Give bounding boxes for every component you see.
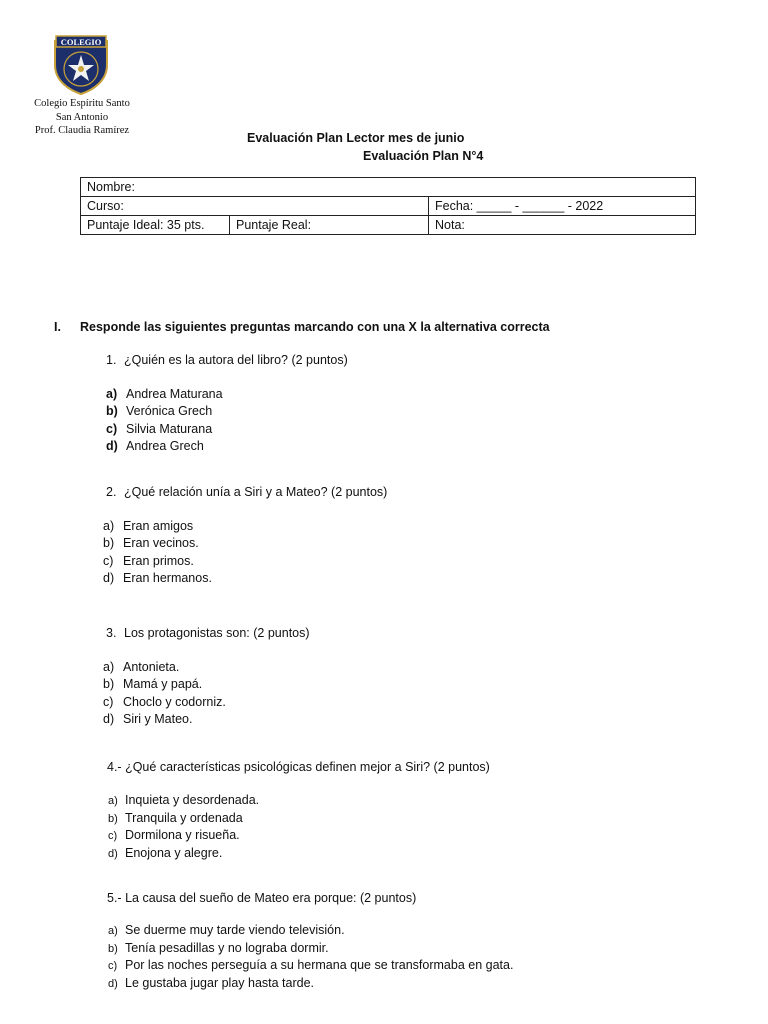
option-letter: d) xyxy=(108,977,118,990)
logo-text: COLEGIO xyxy=(60,37,102,47)
puntaje-real-field[interactable] xyxy=(230,216,429,235)
nota-field[interactable] xyxy=(429,216,696,235)
option-letter: c) xyxy=(106,421,118,436)
school-info xyxy=(0,97,164,138)
option-c[interactable] xyxy=(106,421,223,438)
option-letter: b) xyxy=(103,536,115,551)
option-c[interactable] xyxy=(103,553,212,570)
option-letter: c) xyxy=(108,960,118,972)
option-text: Enojona y alegre. xyxy=(125,845,223,860)
option-b[interactable] xyxy=(103,535,212,552)
question-1 xyxy=(106,353,348,367)
question-4 xyxy=(107,760,490,774)
option-a[interactable] xyxy=(106,386,223,403)
curso-label: Curso: xyxy=(87,199,124,213)
option-b[interactable] xyxy=(103,676,226,693)
section-heading xyxy=(54,320,550,334)
option-text: Se duerme muy tarde viendo televisión. xyxy=(125,923,345,937)
options-4 xyxy=(108,792,259,862)
option-text: Por las noches perseguía a su hermana que se transformaba en gata. xyxy=(125,958,514,972)
option-c[interactable] xyxy=(103,694,226,711)
nombre-label: Nombre: xyxy=(87,180,135,194)
option-text: Eran vecinos. xyxy=(123,536,199,551)
option-letter: b) xyxy=(106,404,118,419)
option-text: Andrea Grech xyxy=(126,438,204,453)
puntaje-ideal-label: Puntaje Ideal: 35 pts. xyxy=(87,218,205,232)
options-2 xyxy=(103,518,212,587)
question-number: 1. xyxy=(106,353,117,367)
option-letter: b) xyxy=(108,812,118,825)
question-2 xyxy=(106,485,387,499)
option-letter: a) xyxy=(108,925,118,937)
section-number: I. xyxy=(54,320,61,334)
option-letter: a) xyxy=(103,660,115,674)
question-text: La causa del sueño de Mateo era porque: (2 puntos) xyxy=(125,891,417,905)
question-text: ¿Qué características psicológicas definen mejor a Siri? (2 puntos) xyxy=(125,760,490,774)
school-logo xyxy=(53,35,109,95)
option-text: Andrea Maturana xyxy=(126,387,223,401)
option-letter: d) xyxy=(103,570,115,585)
question-text: Los protagonistas son: (2 puntos) xyxy=(124,626,310,640)
nota-label: Nota: xyxy=(435,218,465,232)
option-d[interactable] xyxy=(103,570,212,587)
option-a[interactable] xyxy=(108,922,513,940)
option-c[interactable] xyxy=(108,957,513,975)
student-info-table xyxy=(80,177,696,235)
option-b[interactable] xyxy=(106,403,223,420)
option-letter: c) xyxy=(103,694,114,709)
question-5 xyxy=(107,891,416,905)
option-a[interactable] xyxy=(103,659,226,676)
option-text: Le gustaba jugar play hasta tarde. xyxy=(125,975,315,990)
fecha-label: Fecha: _____ - ______ - 2022 xyxy=(435,199,604,213)
question-text: ¿Quién es la autora del libro? (2 puntos) xyxy=(124,353,348,367)
options-3 xyxy=(103,659,226,728)
option-text: Verónica Grech xyxy=(126,404,213,419)
option-letter: a) xyxy=(108,795,118,807)
page-title: Evaluación Plan Lector mes de junio xyxy=(247,131,465,145)
option-d[interactable] xyxy=(108,845,259,863)
option-a[interactable] xyxy=(103,518,212,535)
puntaje-real-label: Puntaje Real: xyxy=(236,218,312,232)
option-d[interactable] xyxy=(106,438,223,455)
fecha-field[interactable] xyxy=(429,197,696,216)
options-5 xyxy=(108,922,513,992)
option-text: Dormilona y risueña. xyxy=(125,828,240,842)
option-text: Tenía pesadillas y no lograba dormir. xyxy=(125,940,329,955)
question-number: 4.- xyxy=(107,760,122,774)
option-letter: d) xyxy=(106,438,118,453)
option-letter: d) xyxy=(103,711,115,726)
options-1 xyxy=(106,386,223,455)
option-text: Silvia Maturana xyxy=(126,421,213,436)
curso-field[interactable] xyxy=(81,197,429,216)
school-city: San Antonio xyxy=(55,111,109,123)
question-number: 3. xyxy=(106,626,117,640)
page-subtitle: Evaluación Plan N°4 xyxy=(363,149,484,163)
option-b[interactable] xyxy=(108,940,513,958)
option-letter: a) xyxy=(106,387,118,401)
option-d[interactable] xyxy=(108,975,513,993)
option-letter: c) xyxy=(103,553,114,568)
question-number: 5.- xyxy=(107,891,122,905)
option-letter: a) xyxy=(103,519,115,533)
option-text: Inquieta y desordenada. xyxy=(125,793,260,807)
question-text: ¿Qué relación unía a Siri y a Mateo? (2 puntos) xyxy=(124,485,388,499)
option-letter: c) xyxy=(108,830,118,842)
puntaje-ideal-cell xyxy=(81,216,230,235)
option-text: Eran amigos xyxy=(123,519,194,533)
option-d[interactable] xyxy=(103,711,226,728)
option-a[interactable] xyxy=(108,792,259,810)
option-text: Choclo y codorniz. xyxy=(123,694,226,709)
section-instruction: Responde las siguientes preguntas marcando con una X la alternativa correcta xyxy=(80,320,550,334)
option-letter: b) xyxy=(103,677,115,692)
school-name: Colegio Espíritu Santo xyxy=(34,98,130,109)
option-text: Antonieta. xyxy=(123,660,180,674)
question-3 xyxy=(106,626,310,640)
nombre-field[interactable] xyxy=(81,178,696,197)
option-b[interactable] xyxy=(108,810,259,828)
question-number: 2. xyxy=(106,485,117,499)
option-c[interactable] xyxy=(108,827,259,845)
option-letter: b) xyxy=(108,942,118,955)
option-letter: d) xyxy=(108,847,118,860)
teacher-name: Prof. Claudia Ramírez xyxy=(34,125,130,136)
option-text: Eran hermanos. xyxy=(123,570,212,585)
option-text: Siri y Mateo. xyxy=(123,711,193,726)
option-text: Eran primos. xyxy=(123,553,194,568)
option-text: Mamá y papá. xyxy=(123,677,203,692)
option-text: Tranquila y ordenada xyxy=(125,810,243,825)
